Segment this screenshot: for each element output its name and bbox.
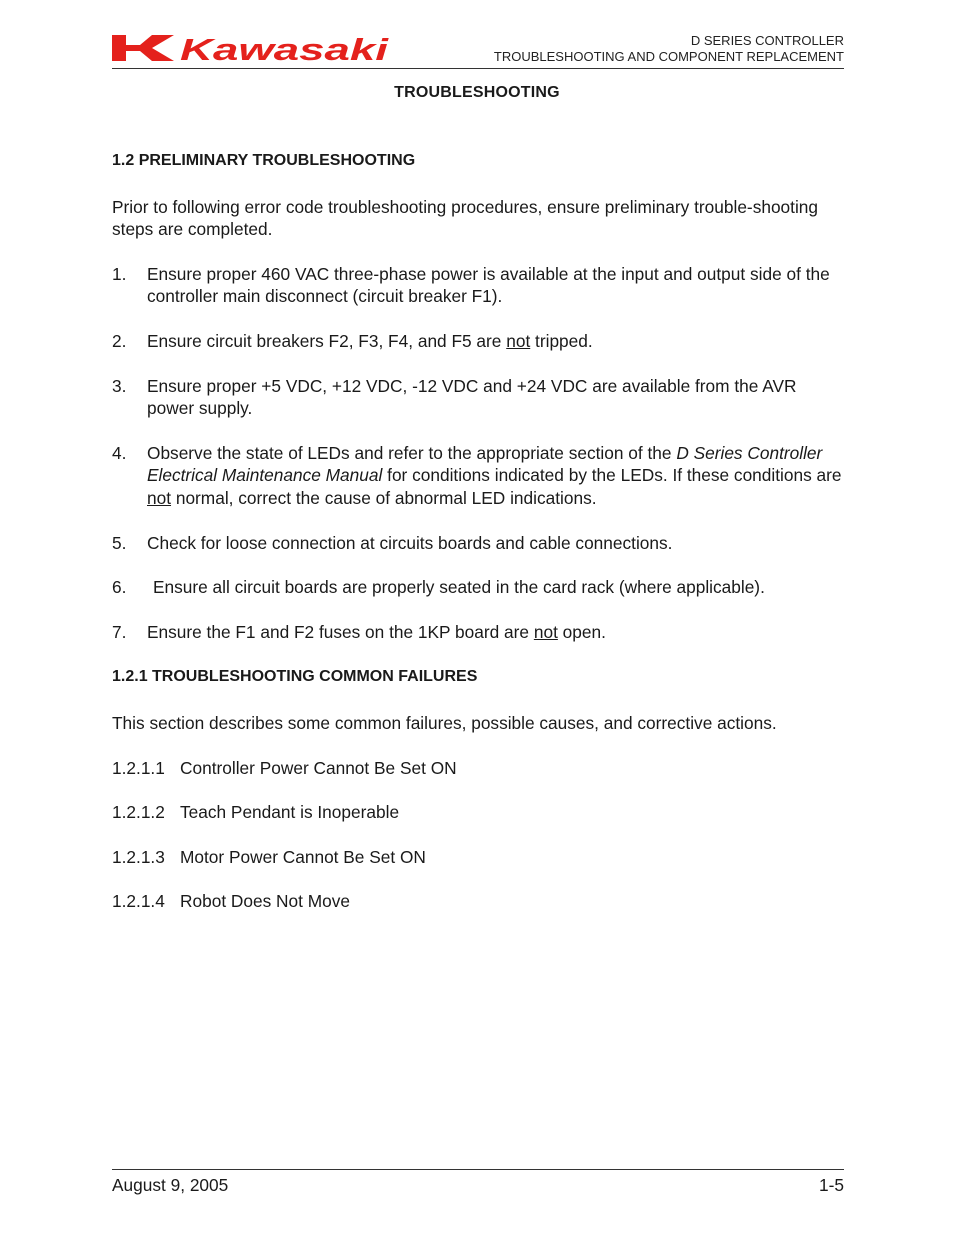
item-number: 4. xyxy=(112,442,127,463)
footer-rule xyxy=(112,1169,844,1170)
list-item-4 xyxy=(112,442,842,510)
item-number: 5. xyxy=(112,532,127,553)
common-failures-intro: This section describes some common failures, possible causes, and corrective actions. xyxy=(112,712,777,733)
section-title: TROUBLESHOOTING xyxy=(394,84,560,101)
subsection-number: 1.2.1.3 xyxy=(112,846,165,867)
subsection-title: Motor Power Cannot Be Set ON xyxy=(180,846,426,867)
emphasis-not: not xyxy=(533,621,558,642)
item-number: 7. xyxy=(112,621,127,642)
item-text: Ensure proper +5 VDC, +12 VDC, -12 VDC and +24 VDC are available from the AVR power supply. xyxy=(147,375,797,419)
kawasaki-river-mark-icon xyxy=(112,35,174,61)
subsection-1-2-1-3 xyxy=(112,846,842,869)
item-text-mid: for conditions indicated by the LEDs. If these conditions are xyxy=(382,465,842,486)
list-item-5 xyxy=(112,532,842,555)
emphasis-not: not xyxy=(147,487,172,508)
logo-wordmark: Kawasaki xyxy=(180,33,391,63)
item-text: Ensure all circuit boards are properly seated in the card rack (where applicable). xyxy=(153,577,765,598)
item-text-end: tripped. xyxy=(530,330,593,351)
header-rule xyxy=(112,68,844,69)
item-number: 2. xyxy=(112,330,127,351)
item-number: 1. xyxy=(112,263,127,284)
item-text: Observe the state of LEDs and refer to the appropriate section of the xyxy=(147,442,677,463)
list-item-1 xyxy=(112,263,842,308)
kawasaki-logo xyxy=(112,33,392,63)
footer-date: August 9, 2005 xyxy=(112,1175,229,1195)
subsection-title: Teach Pendant is Inoperable xyxy=(180,802,400,823)
item-number: 6. xyxy=(112,577,127,598)
item-number: 3. xyxy=(112,375,127,396)
item-text: Ensure proper 460 VAC three-phase power is available at the input and output side of the controller main disconnect (circuit breaker F1). xyxy=(147,263,830,307)
page-number: 1-5 xyxy=(819,1175,844,1195)
item-text: Ensure circuit breakers F2, F3, F4, and F5 are xyxy=(147,330,507,351)
heading-1-2: 1.2 PRELIMINARY TROUBLESHOOTING xyxy=(112,152,416,169)
heading-1-2-1: 1.2.1 TROUBLESHOOTING COMMON FAILURES xyxy=(112,668,478,686)
subsection-number: 1.2.1.1 xyxy=(112,757,165,778)
emphasis-not: not xyxy=(506,330,531,351)
subsection-1-2-1-4 xyxy=(112,890,842,913)
list-item-7 xyxy=(112,621,842,644)
list-item-2 xyxy=(112,330,842,353)
subsection-number: 1.2.1.4 xyxy=(112,891,165,912)
subsection-1-2-1-2 xyxy=(112,801,842,824)
item-text: Ensure the F1 and F2 fuses on the 1KP board are xyxy=(147,621,534,642)
manual-title: D Series Controller Electrical Maintenance Manual xyxy=(147,442,823,486)
item-text-end: open. xyxy=(557,621,606,642)
subsection-number: 1.2.1.2 xyxy=(112,802,165,823)
running-header xyxy=(494,33,844,65)
subsection-1-2-1-1 xyxy=(112,757,842,780)
item-text: Check for loose connection at circuits boards and cable connections. xyxy=(147,532,673,553)
header-line-2: TROUBLESHOOTING AND COMPONENT REPLACEMENT xyxy=(493,49,844,64)
list-item-3 xyxy=(112,375,842,420)
subsection-title: Controller Power Cannot Be Set ON xyxy=(180,757,457,778)
intro-paragraph: Prior to following error code troubleshooting procedures, ensure preliminary trouble-shooting steps are completed. xyxy=(112,196,819,240)
subsection-title: Robot Does Not Move xyxy=(180,891,351,912)
page-body xyxy=(112,150,842,935)
header-line-1: D SERIES CONTROLLER xyxy=(690,33,844,48)
list-item-6 xyxy=(112,576,842,599)
item-text-end: normal, correct the cause of abnormal LED indications. xyxy=(171,487,597,508)
